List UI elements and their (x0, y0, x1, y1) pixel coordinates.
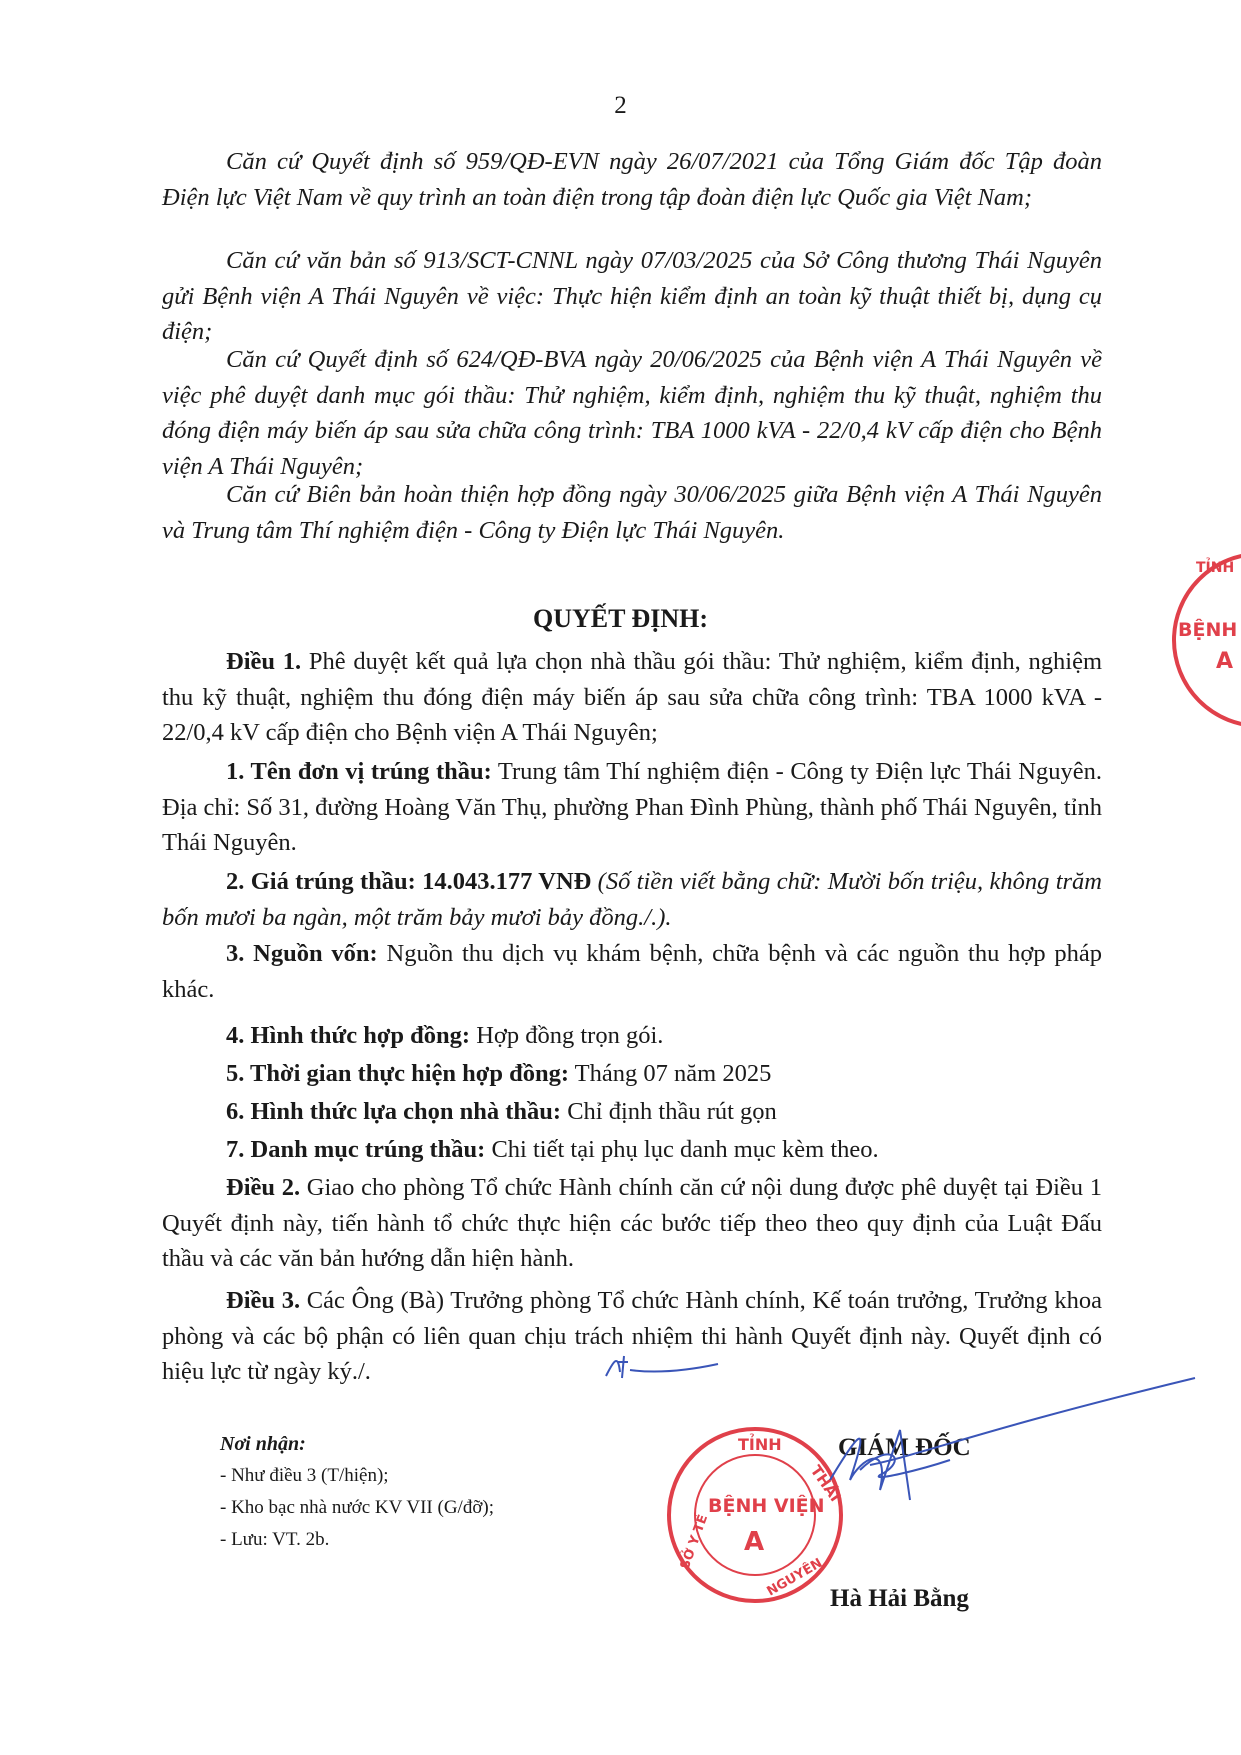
item-7 (162, 1132, 1102, 1168)
svg-text:TỈNH: TỈNH (1196, 560, 1235, 576)
item-5-label: 5. Thời gian thực hiện hợp đồng: (226, 1060, 569, 1087)
item-6-text: Chỉ định thầu rút gọn (561, 1098, 777, 1125)
recipient-item: - Như điều 3 (T/hiện); (220, 1465, 389, 1486)
article-2 (162, 1170, 1102, 1277)
recipient-item: - Kho bạc nhà nước KV VII (G/đỡ); (220, 1497, 494, 1518)
svg-text:SỞ Y TẾ: SỞ Y TẾ (677, 1512, 712, 1572)
initials-mark (600, 1350, 720, 1386)
item-7-text: Chi tiết tại phụ lục danh mục kèm theo. (485, 1136, 879, 1163)
item-7-label: 7. Danh mục trúng thầu: (226, 1136, 486, 1163)
preamble-1: Căn cứ Quyết định số 959/QĐ-EVN ngày 26/07/2021 của Tổng Giám đốc Tập đoàn Điện lực Việt Nam về quy trình an toàn điện trong tập đoàn điện lực Quốc gia Việt Nam; (162, 148, 1102, 211)
item-2-label: 2. Giá trúng thầu: 14.043.177 VNĐ (226, 868, 592, 895)
recipients-block (220, 1428, 494, 1556)
svg-text:TỈNH: TỈNH (738, 1435, 782, 1454)
page-number: 2 (614, 92, 627, 119)
preamble-2: Căn cứ văn bản số 913/SCT-CNNL ngày 07/03/2025 của Sở Công thương Thái Nguyên gửi Bệnh viện A Thái Nguyên về việc: Thực hiện kiểm định an toàn kỹ thuật thiết bị, dụng cụ điện; (162, 247, 1102, 345)
item-5 (162, 1056, 1102, 1092)
article-2-label: Điều 2. (226, 1174, 301, 1201)
item-4-text: Hợp đồng trọn gói. (470, 1022, 664, 1049)
item-1-text: Trung tâm Thí nghiệm điện - Công ty Điện lực Thái Nguyên. Địa chỉ: Số 31, đường Hoàng Văn Thụ, phường Phan Đình Phùng, thành phố Thái Nguyên, tỉnh Thái Nguyên. (162, 758, 1102, 856)
signer-name: Hà Hải Bằng (830, 1585, 969, 1612)
item-6 (162, 1094, 1102, 1130)
recipient-item: - Lưu: VT. 2b. (220, 1529, 330, 1550)
svg-text:NGUYÊN: NGUYÊN (764, 1555, 826, 1600)
item-1-label: 1. Tên đơn vị trúng thầu: (226, 758, 492, 785)
svg-text:BỆNH VIỆN: BỆNH VIỆN (708, 1495, 825, 1517)
preamble-4: Căn cứ Biên bản hoàn thiện hợp đồng ngày 30/06/2025 giữa Bệnh viện A Thái Nguyên và Trung tâm Thí nghiệm điện - Công ty Điện lực Thái Nguyên. (162, 481, 1102, 544)
article-2-text: Giao cho phòng Tổ chức Hành chính căn cứ nội dung được phê duyệt tại Điều 1 Quyết định này, tiến hành tổ chức thực hiện các bước tiếp theo theo quy định của Luật Đấu thầu và các văn bản hướng dẫn hiện hành. (162, 1174, 1102, 1272)
decision-heading: QUYẾT ĐỊNH: (532, 604, 709, 633)
item-4-label: 4. Hình thức hợp đồng: (226, 1022, 471, 1049)
item-2 (162, 864, 1102, 935)
svg-text:THÁI: THÁI (806, 1461, 845, 1506)
item-2-text: (Số tiền viết bằng chữ: Mười bốn triệu, không trăm bốn mươi ba ngàn, một trăm bảy mươi bảy đồng./.). (162, 868, 1102, 931)
article-1-text: Phê duyệt kết quả lựa chọn nhà thầu gói thầu: Thử nghiệm, kiểm định, nghiệm thu kỹ thuật, nghiệm thu đóng điện máy biến áp sau sửa chữa công trình: TBA 1000 kVA - 22/0,4 kV cấp điện cho Bệnh viện A Thái Nguyên; (162, 648, 1103, 746)
svg-text:A: A (1216, 649, 1234, 674)
item-3-label: 3. Nguồn vốn: (226, 940, 378, 967)
article-1-label: Điều 1. (226, 648, 302, 675)
article-3-text: Các Ông (Bà) Trưởng phòng Tổ chức Hành chính, Kế toán trưởng, Trưởng khoa phòng và các bộ phận có liên quan chịu trách nhiệm thi hành Quyết định này. Quyết định có hiệu lực từ ngày ký./. (162, 1287, 1102, 1385)
item-5-text: Tháng 07 năm 2025 (568, 1060, 772, 1087)
signer-title: GIÁM ĐỐC (838, 1434, 971, 1461)
recipients-title: Nơi nhận: (220, 1433, 306, 1455)
preamble-3: Căn cứ Quyết định số 624/QĐ-BVA ngày 20/06/2025 của Bệnh viện A Thái Nguyên về việc phê duyệt danh mục gói thầu: Thử nghiệm, kiểm định, nghiệm thu kỹ thuật, nghiệm thu đóng điện máy biến áp sau sửa chữa công trình: TBA 1000 kVA - 22/0,4 kV cấp điện cho Bệnh viện A Thái Nguyên; (162, 346, 1102, 480)
item-3-text: Nguồn thu dịch vụ khám bệnh, chữa bệnh và các nguồn thu hợp pháp khác. (162, 940, 1102, 1003)
director-signature (800, 1370, 1200, 1530)
svg-text:A: A (744, 1527, 765, 1557)
article-3-label: Điều 3. (226, 1287, 301, 1314)
partial-stamp (1160, 540, 1241, 740)
item-4 (162, 1018, 1102, 1054)
item-1 (162, 754, 1102, 861)
item-6-label: 6. Hình thức lựa chọn nhà thầu: (226, 1098, 562, 1125)
article-1 (162, 644, 1102, 751)
item-3 (162, 936, 1102, 1007)
svg-text:BỆNH: BỆNH (1178, 619, 1238, 641)
